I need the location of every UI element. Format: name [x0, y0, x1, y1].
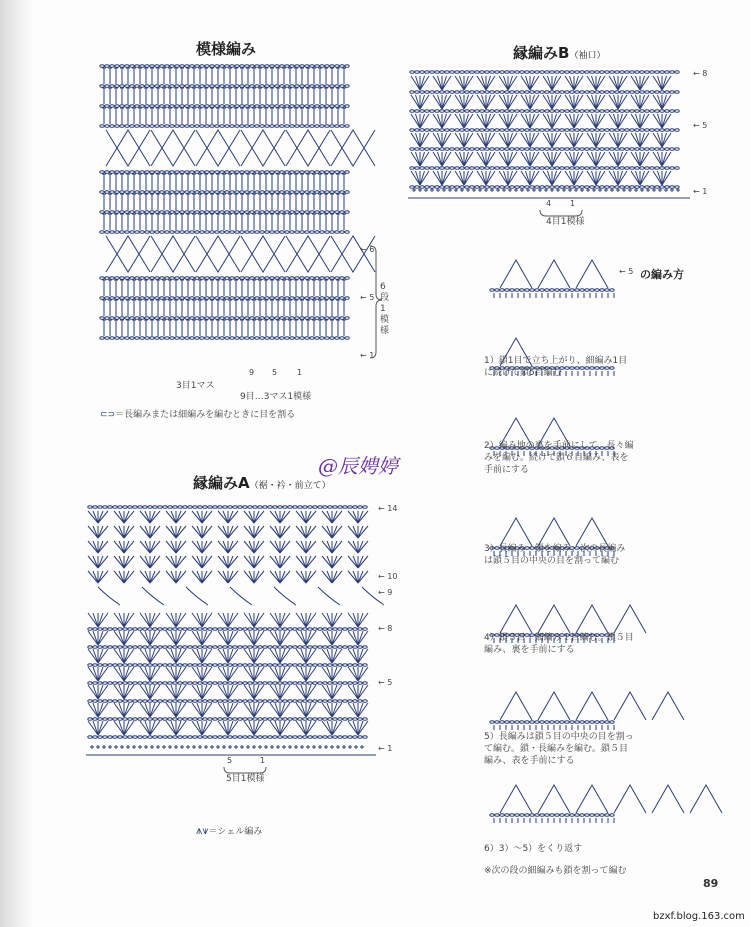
svg-text:← 5: ← 5 — [360, 293, 375, 302]
svg-text:← 8: ← 8 — [378, 624, 393, 633]
book-spine-shadow — [0, 0, 34, 927]
edging-a-title: 縁編みA（裾・衿・前立て） — [193, 474, 331, 492]
svg-text:1: 1 — [570, 199, 576, 208]
edging-b-repeat: 4目1模様 — [546, 217, 585, 227]
shell-stitch-icon: ⩚⩛ — [196, 824, 209, 837]
edging-b-title: 縁編みB（袖口） — [513, 44, 606, 62]
pattern-repeat-num-5: 5 — [272, 368, 278, 377]
pattern-repeat-b: 9目…3マス1模様 — [240, 392, 312, 402]
svg-text:← 10: ← 10 — [378, 572, 398, 581]
svg-text:1: 1 — [260, 756, 266, 765]
step-1: 1）鎖1目で立ち上がり、細編み1目に続けて鎖5目編む — [484, 356, 628, 378]
pattern-title: 模様編み — [196, 40, 257, 58]
howto-title: の編み方 — [640, 268, 684, 281]
edging-a-repeat: 5目1模様 — [226, 774, 265, 784]
pattern-repeat-a: 3目1マス — [176, 381, 215, 391]
pattern-chart — [98, 60, 398, 400]
chain-split-icon: ⊂⊃ — [100, 410, 116, 420]
pattern-repeat-num-1: 1 — [297, 368, 303, 377]
svg-text:4: 4 — [546, 199, 552, 208]
step-5: 5）長編みは鎖５目の中央の目を割って編む。鎖・長編みを編む。鎖５目編み、表を手前にする — [484, 732, 634, 766]
edging-a-chart — [86, 495, 396, 775]
footnote: ※次の段の細編みも鎖を割って編む — [484, 866, 627, 876]
edging-b-chart — [408, 60, 708, 230]
svg-text:← 1: ← 1 — [360, 351, 375, 360]
svg-text:← 5: ← 5 — [378, 678, 393, 687]
pattern-legend: ⊂⊃＝長編みまたは細編みを編むときに目を割る — [100, 410, 296, 420]
site-url: bzxf.blog.163.com — [653, 911, 745, 922]
step-3: 3）長編み・鎖を編み、次の長編みは鎖５目の中央の目を割って編む — [484, 544, 626, 566]
svg-text:← 6: ← 6 — [360, 245, 375, 254]
svg-text:← 9: ← 9 — [378, 588, 393, 597]
step-6: 6）3）〜5）をくり返す — [484, 844, 583, 854]
svg-text:← 1: ← 1 — [693, 187, 708, 196]
page-number: 89 — [703, 877, 719, 890]
step-4: 4）鎖５目・細編み１目編む。鎖５目編み、裏を手前にする — [484, 633, 634, 655]
watermark: @辰娉婷 — [318, 454, 398, 478]
svg-text:← 8: ← 8 — [693, 69, 708, 78]
step-2: 2）編み地の裏を手前にして、長々編みを編む。続けて鎖６目編み、表を手前にする — [484, 441, 634, 475]
svg-text:← 14: ← 14 — [378, 504, 398, 513]
svg-text:← 5: ← 5 — [693, 121, 708, 130]
svg-text:← 5: ← 5 — [619, 267, 634, 276]
pattern-repeat-num-9: 9 — [249, 368, 255, 377]
svg-text:← 1: ← 1 — [378, 744, 393, 753]
shell-legend: ⩚⩛＝シェル編み — [196, 824, 263, 837]
svg-text:5: 5 — [227, 756, 233, 765]
pattern-side-label: 6段1模様 — [380, 282, 390, 336]
